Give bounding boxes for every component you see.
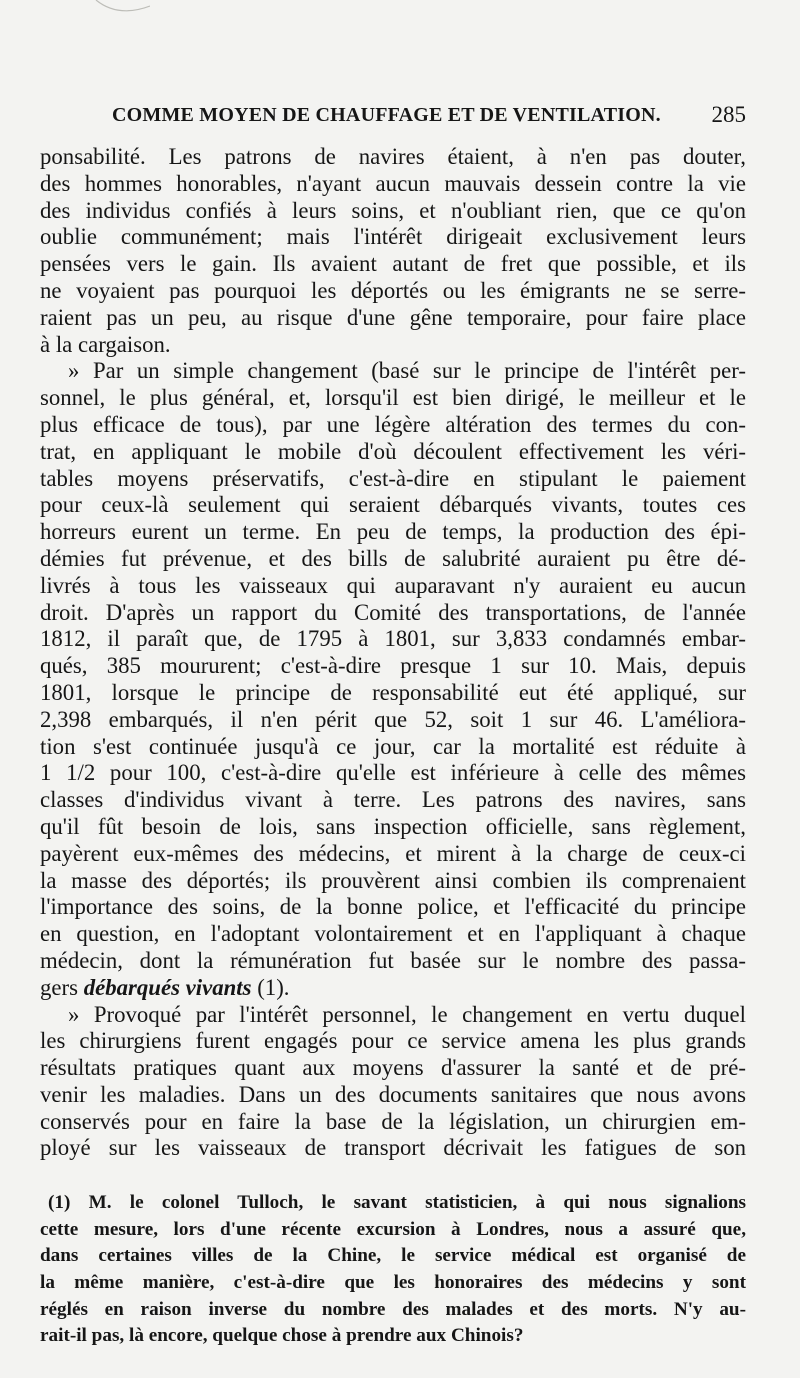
running-header [40, 100, 746, 134]
text-line: raient pas un peu, au risque d'une gêne temporaire, pour faire place [40, 304, 746, 330]
footnote [40, 1190, 746, 1350]
footnote-line: rait-il pas, là encore, quelque chose à prendre aux Chinois? [40, 1325, 524, 1347]
text-line: payèrent eux-mêmes des médecins, et mirent à la charge de ceux-ci [40, 840, 746, 866]
page-fold-mark [0, 0, 150, 40]
text-line: médecin, dont la rémunération fut basée sur le nombre des passa- [40, 947, 746, 973]
text-line-with-emphasis [40, 975, 746, 1002]
footnote-reference: (1). [251, 974, 290, 1000]
text-line: 2,398 embarqués, il n'en périt que 52, soit 1 sur 46. L'améliora- [40, 706, 746, 732]
text-line: 1801, lorsque le principe de responsabilité eut été appliqué, sur [40, 679, 746, 705]
text-line: tables moyens préservatifs, c'est-à-dire en stipulant le paiement [40, 465, 746, 491]
text-line: l'importance des soins, de la bonne police, et l'efficacité du principe [40, 894, 746, 920]
footnote-line: réglés en raison inverse du nombre des malades et des morts. N'y au- [40, 1298, 746, 1320]
text-line: classes d'individus vivant à terre. Les patrons des navires, sans [40, 787, 746, 813]
text-line: venir les maladies. Dans un des documents sanitaires que nous avons [40, 1081, 746, 1107]
text-line: ne voyaient pas pourquoi les déportés ou les émigrants ne se serre- [40, 277, 746, 303]
paragraph-start-line: » Par un simple changement (basé sur le principe de l'intérêt per- [68, 358, 746, 384]
text-line: ployé sur les vaisseaux de transport décrivait les fatigues de son [40, 1135, 746, 1161]
running-title: COMME MOYEN DE CHAUFFAGE ET DE VENTILATION. [112, 104, 661, 126]
text-line: tion s'est continuée jusqu'à ce jour, car la mortalité est réduite à [40, 733, 746, 759]
text-line: pour ceux-là seulement qui seraient débarqués vivants, toutes ces [40, 492, 746, 518]
text-line: des hommes honorables, n'ayant aucun mauvais dessein contre la vie [40, 170, 746, 196]
footnote-line: dans certaines villes de la Chine, le service médical est organisé de [40, 1245, 746, 1267]
text-line: qu'il fût besoin de lois, sans inspection officielle, sans règlement, [40, 813, 746, 839]
text-line: qués, 385 moururent; c'est-à-dire presque 1 sur 10. Mais, depuis [40, 653, 746, 679]
text-line: oublie communément; mais l'intérêt dirigeait exclusivement leurs [40, 224, 746, 250]
text-line: conservés pour en faire la base de la législation, un chirurgien em- [40, 1108, 746, 1134]
text-line: des individus confiés à leurs soins, et n'oubliant rien, que ce qu'on [40, 197, 746, 223]
body-text [40, 144, 746, 1162]
paragraph-start-line: » Provoqué par l'intérêt personnel, le changement en vertu duquel [68, 1001, 746, 1027]
text-line: pensées vers le gain. Ils avaient autant de fret que possible, et ils [40, 251, 746, 277]
text-line: droit. D'après un rapport du Comité des transportations, de l'année [40, 599, 746, 625]
text-line: à la cargaison. [40, 331, 171, 357]
text-line: en question, en l'adoptant volontairement et en l'appliquant à chaque [40, 921, 746, 947]
text-line: ponsabilité. Les patrons de navires étaient, à n'en pas douter, [40, 144, 746, 169]
page-number: 285 [711, 102, 746, 127]
text-line: la masse des déportés; ils prouvèrent ainsi combien ils comprenaient [40, 867, 746, 893]
text-line: 1 1/2 pour 100, c'est-à-dire qu'elle est inférieure à celle des mêmes [40, 760, 746, 786]
text-line: résultats pratiques quant aux moyens d'assurer la santé et de pré- [40, 1055, 746, 1081]
text-line: 1812, il paraît que, de 1795 à 1801, sur 3,833 condamnés embar- [40, 626, 746, 652]
text-line: les chirurgiens furent engagés pour ce service amena les plus grands [40, 1028, 746, 1054]
text-line-start: gers [40, 974, 84, 1000]
text-line: démies fut prévenue, et des bills de salubrité auraient pu être dé- [40, 545, 746, 571]
emphasis-text: débarqués vivants [83, 974, 252, 1000]
footnote-line: la même manière, c'est-à-dire que les honoraires des médecins y sont [40, 1272, 746, 1294]
text-line: plus efficace de tous), par une légère altération des termes du con- [40, 411, 746, 437]
text-line: trat, en appliquant le mobile d'où découlent effectivement les véri- [40, 438, 746, 464]
text-line: sonnel, le plus général, et, lorsqu'il est bien dirigé, le meilleur et le [40, 385, 746, 411]
text-line: livrés à tous les vaisseaux qui auparavant n'y auraient eu aucun [40, 572, 746, 598]
footnote-line: cette mesure, lors d'une récente excursion à Londres, nous a assuré que, [40, 1218, 746, 1240]
text-line: horreurs eurent un terme. En peu de temps, la production des épi- [40, 519, 746, 545]
footnote-line: (1) M. le colonel Tulloch, le savant statisticien, à qui nous signalions [48, 1192, 746, 1213]
